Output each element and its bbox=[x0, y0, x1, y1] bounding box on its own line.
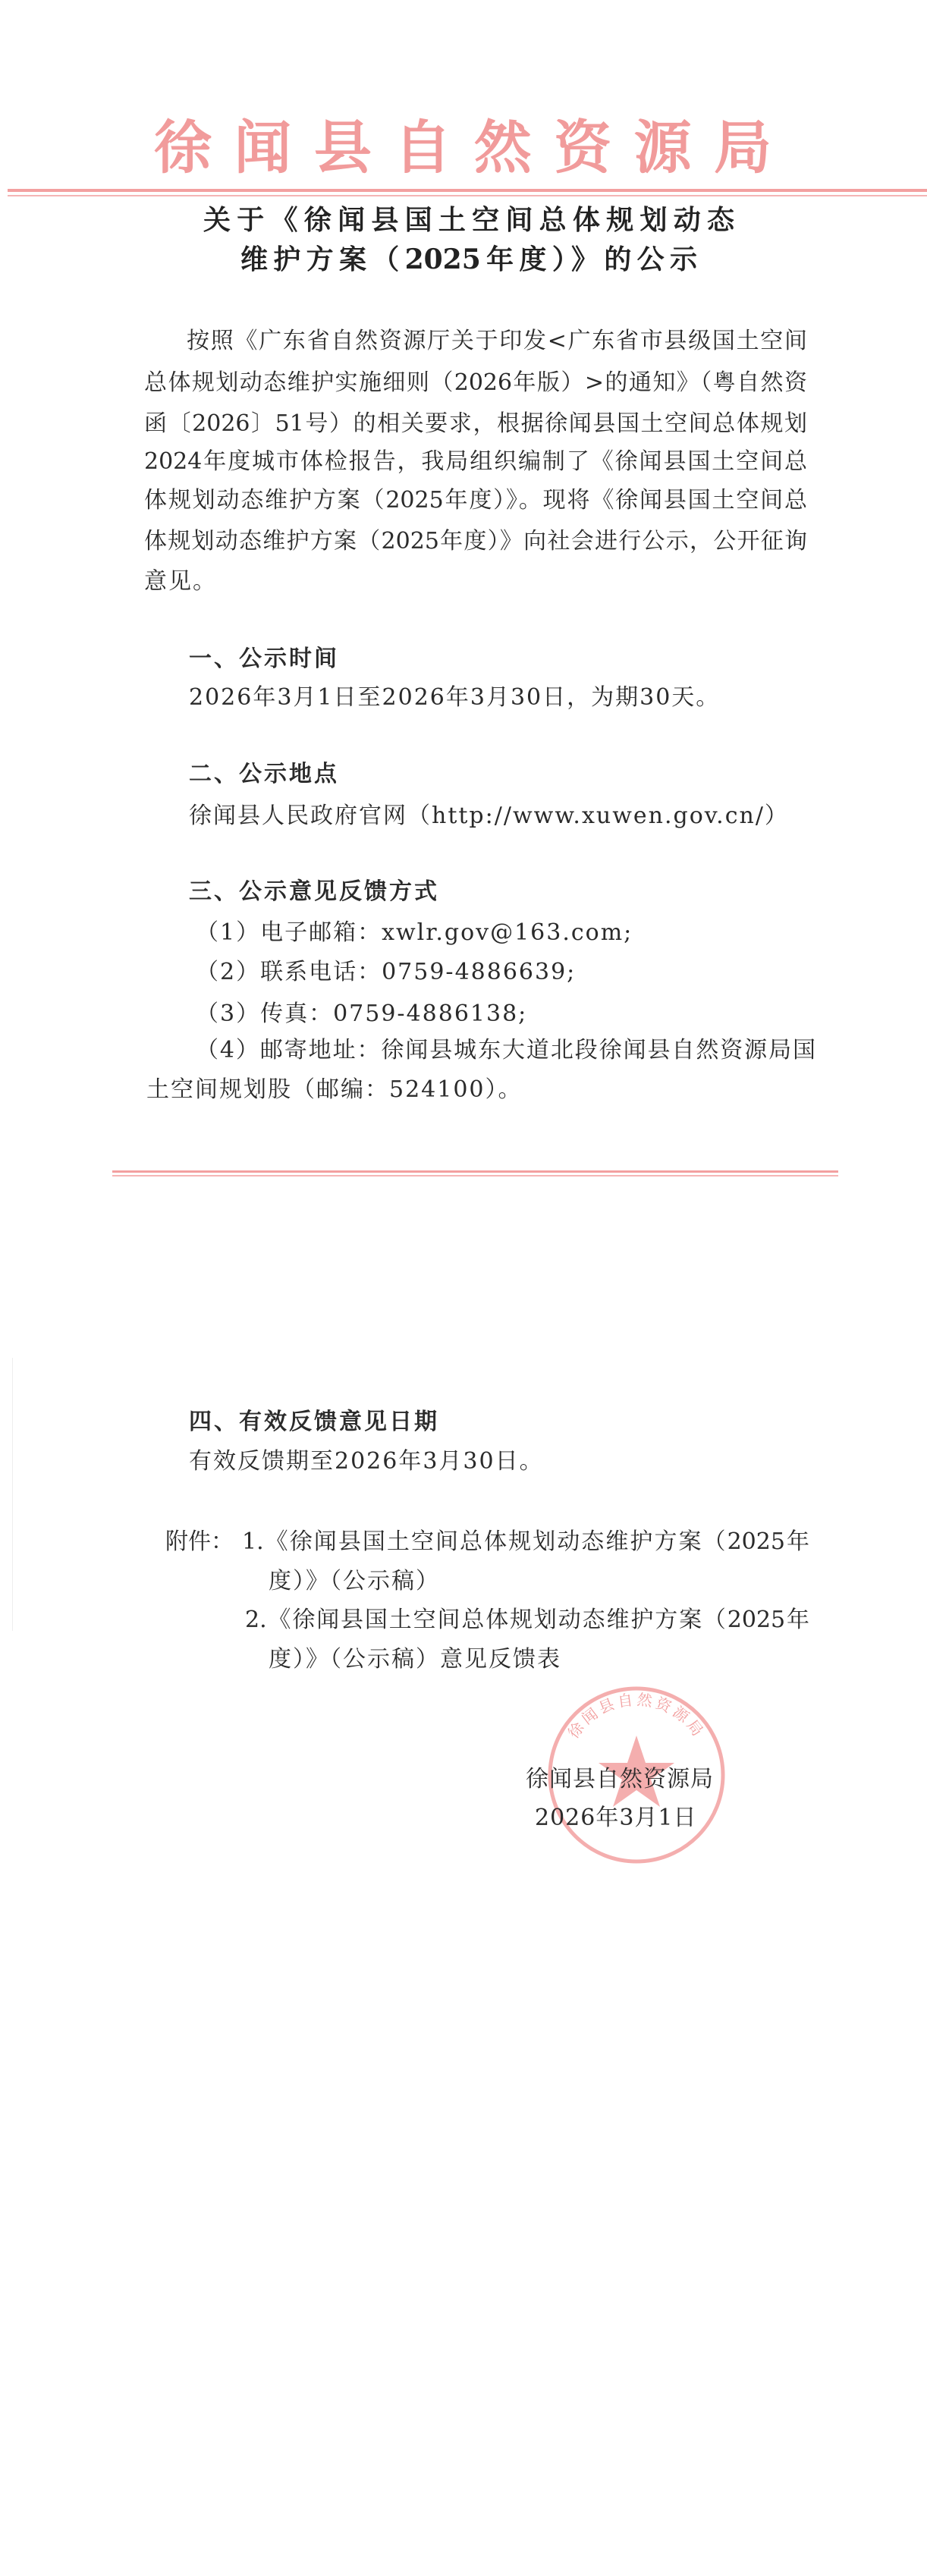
notice-title-line1: 关于《徐闻县国土空间总体规划动态 bbox=[203, 204, 734, 236]
feedback-address: （4）邮寄地址：徐闻县城东大道北段徐闻县自然资源局国 bbox=[196, 1037, 815, 1063]
feedback-email: （1）电子邮箱：xwlr.gov@163.com; bbox=[196, 919, 633, 946]
letterhead-title: 徐闻县自然资源局 bbox=[154, 114, 771, 181]
section-heading-deadline: 四、有效反馈意见日期 bbox=[189, 1409, 439, 1435]
notice-title-line2: 维护方案（2025年度）》的公示 bbox=[240, 243, 697, 275]
intro-line: 按照《广东省自然资源厅关于印发<广东省市县级国土空间 bbox=[187, 328, 807, 354]
attachment-1-cont: 度）》（公示稿） bbox=[269, 1568, 440, 1594]
attachment-2-cont: 度）》（公示稿）意见反馈表 bbox=[269, 1646, 561, 1673]
feedback-fax: （3）传真：0759-4886138; bbox=[196, 1001, 528, 1027]
section-heading-feedback: 三、公示意见反馈方式 bbox=[189, 878, 439, 905]
section-text-location: 徐闻县人民政府官网（http://www.xuwen.gov.cn/） bbox=[189, 803, 789, 829]
feedback-address-cont: 土空间规划股（邮编：524100）。 bbox=[146, 1076, 523, 1103]
attachments-label: 附件： bbox=[165, 1528, 234, 1555]
page-edge bbox=[12, 1358, 13, 1631]
intro-line: 2024年度城市体检报告，我局组织编制了《徐闻县国土空间总 bbox=[144, 448, 807, 475]
section-text-deadline: 有效反馈期至2026年3月30日。 bbox=[189, 1448, 544, 1475]
section-heading-time: 一、公示时间 bbox=[189, 646, 339, 672]
intro-line: 函〔2026〕51号）的相关要求，根据徐闻县国土空间总体规划 bbox=[144, 410, 807, 437]
section-text-time: 2026年3月1日至2026年3月30日，为期30天。 bbox=[189, 684, 721, 711]
section-heading-location: 二、公示地点 bbox=[189, 761, 339, 787]
signature-date: 2026年3月1日 bbox=[535, 1805, 697, 1831]
intro-line: 体规划动态维护方案（2025年度）》。现将《徐闻县国土空间总 bbox=[144, 487, 807, 514]
seal-text: 徐闻县自然资源局 bbox=[564, 1690, 709, 1742]
attachment-1: 1.《徐闻县国土空间总体规划动态维护方案（2025年 bbox=[242, 1528, 809, 1555]
intro-line: 体规划动态维护方案（2025年度）》向社会进行公示，公开征询 bbox=[144, 528, 807, 554]
intro-line: 意见。 bbox=[144, 568, 217, 595]
attachment-2: 2.《徐闻县国土空间总体规划动态维护方案（2025年 bbox=[245, 1607, 809, 1633]
feedback-phone: （2）联系电话：0759-4886639; bbox=[196, 959, 577, 985]
signature-org: 徐闻县自然资源局 bbox=[526, 1766, 714, 1792]
intro-line: 总体规划动态维护实施细则（2026年版）>的通知》（粤自然资 bbox=[144, 369, 807, 396]
